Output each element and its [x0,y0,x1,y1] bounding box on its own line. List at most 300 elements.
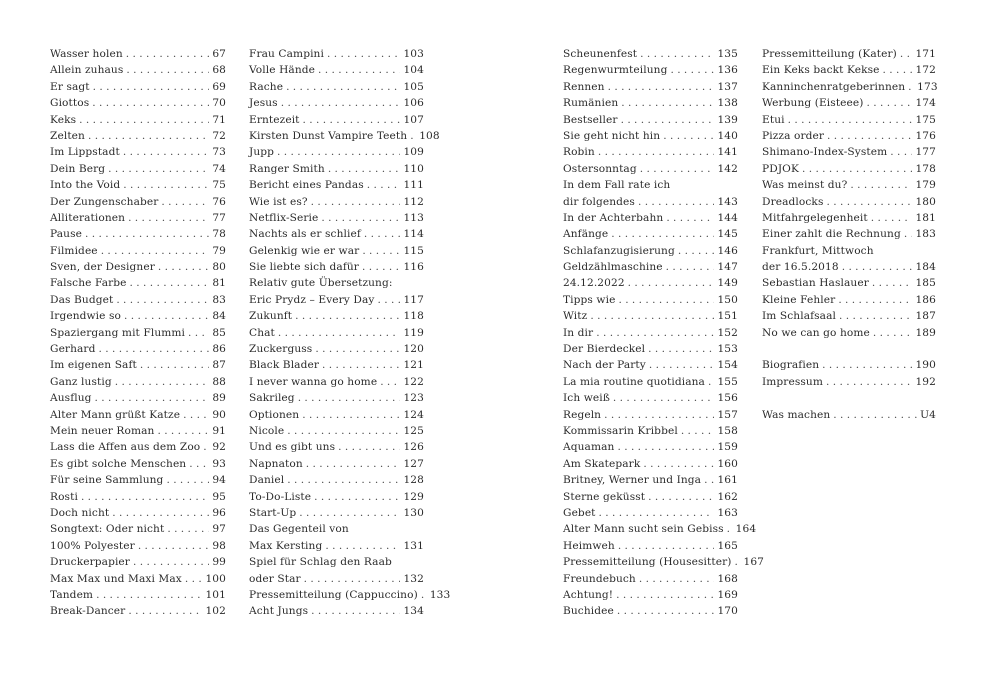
dot-leader [842,259,913,275]
toc-entry-page-number: 121 [403,359,424,372]
toc-entry-title: Ausflug [50,392,92,405]
toc-entry-page-number: 95 [212,490,226,503]
dot-leader [827,128,912,144]
toc-entry-page-number: 107 [403,113,424,126]
toc-entry-page-number: 70 [212,97,226,110]
toc-entry [50,243,226,259]
toc-entry-page-number: 99 [212,556,226,569]
toc-entry-page-number: 106 [403,97,424,110]
toc-entry-title: Spaziergang mit Flummi [50,326,186,339]
toc-entry-page-number: 175 [915,113,936,126]
toc-entry-title: Im Lippstadt [50,146,120,159]
toc-entry [50,259,226,275]
toc-entry-page-number: 74 [212,162,226,175]
toc-entry-title: Achtung! [563,588,614,601]
toc-entry [563,177,738,193]
toc-entry [249,210,424,226]
dot-leader [286,79,400,95]
toc-entry [249,308,424,324]
toc-entry-title: Wasser holen [50,48,123,60]
dot-leader [92,95,209,111]
toc-entry-title: Nachts als er schlief [249,228,361,241]
toc-entry-page-number: 183 [915,228,936,241]
dot-leader [663,128,714,144]
toc-entry-page-number: 92 [212,441,226,454]
dot-leader [838,292,912,308]
toc-entry [563,259,738,275]
toc-entry-page-number: 113 [403,211,424,224]
toc-entry-page-number: 181 [915,211,936,224]
toc-entry-page-number: 117 [403,293,424,306]
toc-entry [762,325,936,341]
toc-entry-title: Alliterationen [50,211,126,224]
dot-leader [822,357,912,373]
toc-entry [50,292,226,308]
toc-entry [762,194,936,210]
toc-entry [563,308,738,324]
dot-leader [98,341,209,357]
toc-entry [563,587,738,603]
toc-entry-title: Impressum [762,375,823,388]
toc-entry-title: Witz [563,310,588,323]
toc-entry-page-number: 158 [717,424,738,437]
dot-leader [328,161,401,177]
toc-entry-page-number: 84 [212,310,226,323]
toc-entry [563,456,738,472]
dot-leader [315,341,400,357]
toc-entry-page-number: 162 [717,490,738,503]
toc-entry-page-number: 189 [915,326,936,339]
toc-entry-title: Max Kersting [249,539,323,552]
toc-entry-title: Into the Void [50,179,121,192]
toc-entry-title: Bericht eines Pandas [249,179,364,192]
toc-entry-page-number: 143 [717,195,738,208]
toc-entry-page-number: 145 [717,228,738,241]
toc-entry-page-number: 67 [212,48,226,60]
toc-entry [249,275,424,291]
toc-column-3 [563,46,765,620]
toc-entry-page-number: 76 [212,195,226,208]
dot-leader [617,603,715,619]
toc-entry-title: Pause [50,228,82,241]
toc-entry-page-number: 140 [717,129,738,142]
toc-entry [50,177,226,193]
toc-entry-title: Gelenkig wie er war [249,244,360,257]
toc-entry-title: I never wanna go home [249,375,378,388]
toc-entry [249,521,424,537]
dot-leader [708,374,715,390]
dot-leader [839,308,912,324]
toc-entry [563,489,738,505]
dot-leader [95,390,210,406]
toc-column-4 [762,46,936,423]
toc-entry-title: Werbung (Eisteee) [762,97,864,110]
toc-entry-page-number: 155 [717,375,738,388]
toc-entry-page-number: 108 [419,129,440,142]
dot-leader [362,243,400,259]
left-page [0,0,493,700]
dot-leader [115,374,210,390]
toc-entry-title: Es gibt solche Menschen [50,457,187,470]
toc-entry-page-number: 105 [403,80,424,93]
toc-entry [762,161,936,177]
toc-entry [563,505,738,521]
dot-leader [873,325,913,341]
toc-column-1 [50,46,226,620]
toc-entry [249,46,424,62]
dot-leader [133,554,209,570]
toc-entry [249,407,424,423]
dot-leader [101,243,210,259]
toc-entry-title: Schlafanzugisierung [563,244,675,257]
toc-entry-page-number: 88 [212,375,226,388]
dot-leader [278,325,401,341]
toc-entry-title: Das Budget [50,293,114,306]
dot-leader [613,390,715,406]
toc-entry [563,95,738,111]
toc-entry-title: Songtext: Oder nicht [50,523,165,536]
toc-entry-page-number: 118 [403,310,424,323]
toc-entry [563,62,738,78]
dot-leader [638,194,715,210]
toc-entry [50,275,226,291]
dot-leader [678,243,715,259]
dot-leader [126,46,210,62]
dot-leader [621,95,714,111]
toc-entry-title: Jupp [249,146,275,159]
dot-leader [639,571,715,587]
toc-entry [249,112,424,128]
toc-entry-title: In dem Fall rate ich [563,179,671,192]
toc-entry-title: Alter Mann sucht sein Gebiss [563,523,724,536]
toc-entry [50,571,226,587]
toc-entry-title: Freundebuch [563,572,636,585]
dot-leader [904,226,913,242]
toc-entry-title: Mitfahrgelegenheit [762,211,868,224]
toc-entry [563,423,738,439]
toc-entry-page-number: 173 [917,80,938,93]
toc-entry-title: Regenwurmteilung [563,64,668,77]
toc-entry [249,128,440,144]
toc-entry-title: Druckerpapier [50,556,130,569]
dot-leader [321,210,400,226]
dot-leader [314,489,400,505]
toc-entry-title: Tipps wie [563,293,616,306]
toc-entry-page-number: 85 [212,326,226,339]
toc-entry-page-number: 112 [403,195,424,208]
toc-entry-title: Am Skatepark [563,457,641,470]
toc-entry-page-number: 98 [212,539,226,552]
toc-entry [249,587,451,603]
spacer [762,341,936,357]
toc-entry-title: Für seine Sammlung [50,474,164,487]
dot-leader [311,603,400,619]
toc-entry-title: Etui [762,113,785,126]
toc-entry-title: Lass die Affen aus dem Zoo [50,441,201,454]
dot-leader [112,505,209,521]
toc-entry-title: Im eigenen Saft [50,359,137,372]
toc-entry-page-number: 167 [743,556,765,569]
dot-leader [367,177,401,193]
dot-leader [306,456,401,472]
toc-entry-title: Giottos [50,97,90,110]
toc-entry-title: Regeln [563,408,602,421]
toc-entry-title: Biografien [762,359,820,372]
toc-entry [762,407,936,423]
toc-entry [50,538,226,554]
toc-entry [50,456,226,472]
toc-entry-title: Zuckerguss [249,343,313,356]
toc-entry-page-number: 192 [915,375,936,388]
toc-entry-page-number: 159 [717,441,738,454]
toc-entry-page-number: 132 [403,572,424,585]
toc-entry [50,341,226,357]
toc-entry-title: Pressemitteilung (Housesitter) [563,556,732,569]
dot-leader [185,571,203,587]
toc-entry-page-number: 120 [403,343,424,356]
toc-entry-title: Daniel [249,474,285,487]
toc-entry [249,79,424,95]
toc-entry [50,390,226,406]
toc-entry [50,226,226,242]
toc-entry [563,210,738,226]
toc-entry-page-number: 147 [717,261,738,274]
toc-entry-page-number: 83 [212,293,226,306]
toc-entry [249,194,424,210]
toc-entry-title: Kanninchenratgeberinnen [762,80,906,93]
toc-entry-title: No we can go home [762,326,870,339]
toc-entry [249,341,424,357]
toc-entry-page-number: 152 [717,326,738,339]
dot-leader [618,292,714,308]
dot-leader [617,439,714,455]
toc-entry-page-number: 110 [403,162,424,175]
toc-entry-title: PDJOK [762,162,799,175]
toc-entry [563,439,738,455]
toc-entry-page-number: 79 [212,244,226,257]
dot-leader [628,275,715,291]
toc-entry-page-number: 150 [717,293,738,306]
toc-entry-title: Gebet [563,506,596,519]
toc-entry-title: Was machen [762,408,831,421]
dot-leader [298,390,401,406]
toc-entry-title: Britney, Werner und Inga [563,474,702,487]
toc-entry [563,144,738,160]
toc-entry [50,521,226,537]
toc-entry-page-number: 178 [915,162,936,175]
toc-entry-page-number: 169 [717,588,738,601]
dot-leader [640,161,715,177]
toc-entry-page-number: 139 [717,113,738,126]
dot-leader [604,407,714,423]
toc-entry-page-number: 78 [212,228,226,241]
toc-entry [563,407,738,423]
toc-entry-page-number: 100 [205,572,226,585]
dot-leader [287,423,400,439]
toc-entry-title: Start-Up [249,506,297,519]
dot-leader [788,112,913,128]
toc-entry [249,439,424,455]
dot-leader [303,112,401,128]
dot-leader [850,177,912,193]
dot-leader [338,439,400,455]
toc-entry-page-number: 90 [212,408,226,421]
dot-leader [138,538,210,554]
toc-entry-page-number: 111 [403,179,424,192]
toc-entry-page-number: 102 [205,605,226,618]
toc-entry-title: Ich weiß [563,392,610,405]
dot-leader [88,128,209,144]
toc-entry [50,308,226,324]
toc-entry-title: Max Max und Maxi Max [50,572,182,585]
dot-leader [826,194,912,210]
toc-entry [762,243,936,259]
toc-entry-title: Tandem [50,588,94,601]
toc-entry-page-number: 97 [212,523,226,536]
toc-entry-page-number: 142 [717,162,738,175]
toc-entry-page-number: 115 [403,244,424,257]
toc-entry-title: 24.12.2022 [563,277,625,290]
toc-entry-page-number: 160 [717,457,738,470]
toc-entry-title: dir folgendes [563,195,635,208]
toc-entry-page-number: 126 [403,441,424,454]
toc-entry-title: Das Gegenteil von [249,523,349,536]
toc-entry [563,374,738,390]
toc-entry [249,472,424,488]
dot-leader [648,489,714,505]
toc-entry [762,357,936,373]
toc-entry-title: Jesus [249,97,278,110]
toc-entry-page-number: 138 [717,97,738,110]
dot-leader [616,587,714,603]
dot-leader [183,407,209,423]
dot-leader [802,161,913,177]
dot-leader [618,538,715,554]
toc-entry-title: Sven, der Designer [50,261,155,274]
toc-entry-title: Keks [50,113,77,126]
toc-entry-title: Rosti [50,490,78,503]
toc-entry-title: Und es gibt uns [249,441,336,454]
toc-entry-title: Dreadlocks [762,195,824,208]
toc-entry [762,79,936,95]
toc-entry [249,505,424,521]
dot-leader [93,79,210,95]
toc-entry [563,325,738,341]
toc-entry-title: Relativ gute Übersetzung: [249,277,393,290]
toc-entry [762,374,936,390]
toc-entry [249,161,424,177]
dot-leader [883,62,913,78]
dot-leader [643,456,714,472]
toc-entry-title: Netflix-Serie [249,211,319,224]
toc-entry [249,243,424,259]
toc-entry-title: Sie geht nicht hin [563,129,661,142]
toc-entry-title: Falsche Farbe [50,277,127,290]
toc-entry [762,62,936,78]
toc-entry-page-number: U4 [920,408,936,421]
dot-leader [826,374,912,390]
dot-leader [322,357,400,373]
toc-entry [50,62,226,78]
toc-entry [50,472,226,488]
toc-entry-title: Buchidee [563,605,614,618]
toc-entry-page-number: 157 [717,408,738,421]
toc-entry [50,325,226,341]
dot-leader [598,144,715,160]
dot-leader [126,62,209,78]
toc-entry-title: Nicole [249,424,285,437]
dot-leader [277,144,400,160]
toc-entry-title: Pressemitteilung (Cappuccino) [249,588,418,601]
toc-entry [563,571,738,587]
toc-entry-title: Break-Dancer [50,605,126,618]
dot-leader [871,210,913,226]
toc-entry-title: Ganz lustig [50,375,112,388]
dot-leader [596,325,714,341]
toc-entry-title: Geldzählmaschine [563,261,663,274]
dot-leader [590,308,714,324]
toc-entry [249,423,424,439]
toc-entry-page-number: 72 [212,129,226,142]
toc-entry-title: Was meinst du? [762,179,848,192]
toc-entry-title: Sie liebte sich dafür [249,261,359,274]
dot-leader [157,423,209,439]
toc-entry-title: Der Zungenschaber [50,195,159,208]
toc-entry-page-number: 68 [212,64,226,77]
dot-leader [364,226,401,242]
toc-entry-page-number: 180 [915,195,936,208]
toc-entry-page-number: 93 [212,457,226,470]
toc-entry [50,161,226,177]
toc-entry-page-number: 71 [212,113,226,126]
dot-leader [599,505,715,521]
toc-entry [50,587,226,603]
toc-entry-title: Chat [249,326,275,339]
dot-leader [188,325,209,341]
dot-leader [295,308,400,324]
toc-entry-page-number: 174 [915,97,936,110]
toc-entry-title: Allein zuhaus [50,64,124,77]
toc-entry-title: Kommissarin Kribbel [563,424,678,437]
dot-leader [287,472,400,488]
dot-leader [648,341,714,357]
toc-entry-page-number: 187 [915,310,936,323]
toc-entry [249,390,424,406]
toc-entry-title: Frankfurt, Mittwoch [762,244,874,257]
toc-entry [249,571,424,587]
toc-entry-title: Kleine Fehler [762,293,836,306]
dot-leader [666,210,714,226]
toc-entry-page-number: 156 [717,392,738,405]
dot-leader [327,46,401,62]
toc-entry [50,357,226,373]
toc-entry-title: Ostersonntag [563,162,637,175]
toc-entry [50,407,226,423]
right-page [494,0,987,700]
toc-entry-title: Black Blader [249,359,320,372]
dot-leader [318,62,400,78]
spacer [762,390,936,406]
dot-leader [123,144,209,160]
toc-entry-page-number: 179 [915,179,936,192]
dot-leader [166,472,209,488]
toc-entry-title: Pressemitteilung (Kater) [762,48,897,60]
toc-entry-page-number: 125 [403,424,424,437]
dot-leader [621,112,715,128]
toc-entry [563,128,738,144]
toc-entry [762,292,936,308]
dot-leader [362,259,401,275]
